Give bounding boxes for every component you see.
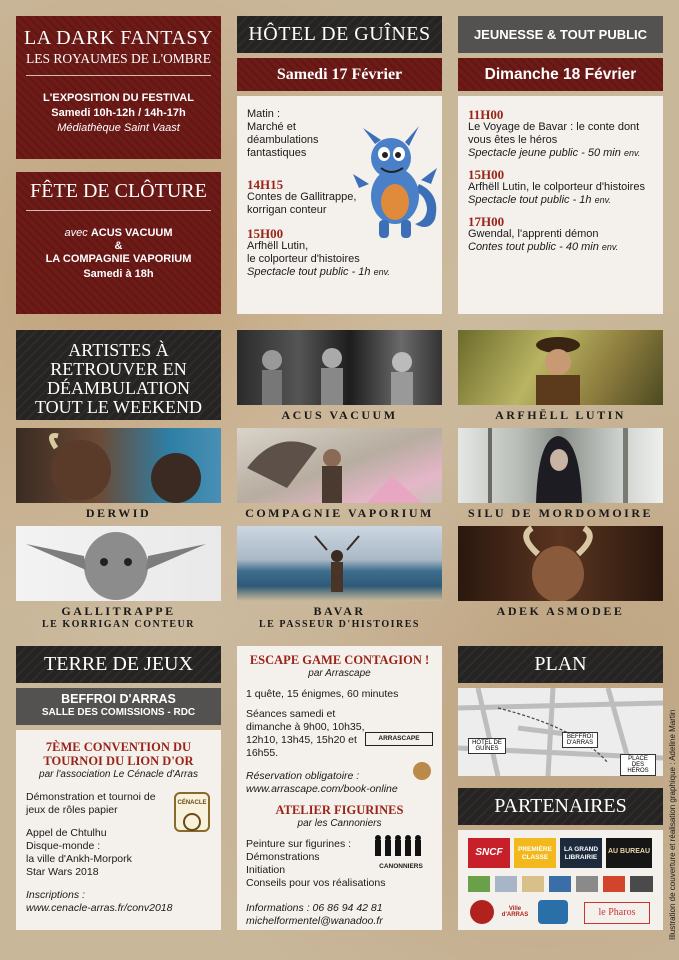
logo-sncf: SNCF bbox=[468, 838, 510, 868]
small-logo bbox=[495, 876, 517, 892]
jeunesse-desc-3: Contes tout public - 40 min bbox=[468, 241, 599, 253]
guines-event-2b: le colporteur d'histoires bbox=[247, 253, 360, 265]
dark-fantasy-title: LA DARK FANTASY bbox=[24, 27, 213, 49]
logo-ville-arras: Ville d'ARRAS bbox=[501, 906, 529, 918]
jeux-title: TERRE DE JEUX bbox=[16, 646, 221, 683]
expo-place: Médiathèque Saint Vaast bbox=[57, 122, 180, 134]
jeux-game-4: Star Wars 2018 bbox=[26, 866, 99, 878]
jeux-conv-1: 7ÈME CONVENTION DU bbox=[45, 740, 192, 754]
figurines-line-2: Démonstrations bbox=[246, 851, 320, 863]
figurines-title: ATELIER FIGURINES bbox=[275, 803, 404, 817]
jeunesse-time-2: 15H00 bbox=[468, 167, 505, 182]
photo-derwid bbox=[16, 428, 221, 503]
guines-morning-label: Matin : bbox=[247, 108, 281, 120]
guines-time-1: 14H15 bbox=[247, 177, 284, 192]
small-logo bbox=[468, 876, 490, 892]
cenacle-logo bbox=[174, 792, 210, 832]
jeunesse-env-2: env. bbox=[594, 195, 611, 205]
closing-band-2: LA COMPAGNIE VAPORIUM bbox=[45, 253, 192, 265]
jeunesse-env-3: env. bbox=[601, 242, 619, 252]
jeunesse-time-3: 17H00 bbox=[468, 214, 505, 229]
figurines-line-3: Initiation bbox=[246, 864, 286, 876]
logo-grand-librairie: LA GRAND LIBRAIRIE bbox=[560, 838, 602, 868]
closing-with: avec bbox=[64, 227, 88, 239]
guines-event-2a: Arfhëll Lutin, bbox=[247, 240, 309, 252]
small-logo bbox=[549, 876, 571, 892]
artists-heading bbox=[16, 330, 221, 420]
photo-acus-vacuum bbox=[237, 330, 442, 405]
caption-gallitrappe: GALLITRAPPE bbox=[61, 604, 176, 618]
guines-time-2: 15H00 bbox=[247, 226, 284, 241]
jeux-demo: Démonstration et tournoi de jeux de rôles papier bbox=[26, 791, 156, 816]
caption-adek-asmodee: ADEK ASMODEE bbox=[496, 604, 625, 618]
escape-resa: Réservation obligatoire : bbox=[246, 770, 360, 782]
plan-map bbox=[458, 688, 663, 776]
escape-info: Informations : 06 86 94 42 81 bbox=[246, 902, 383, 914]
caption-bavar: BAVAR bbox=[313, 604, 366, 618]
small-logo bbox=[576, 876, 598, 892]
jeux-by: par l'association Le Cénacle d'Arras bbox=[39, 769, 198, 780]
arrascape-logo-text: ARRASCAPE bbox=[378, 735, 420, 742]
guines-env: env. bbox=[373, 267, 390, 277]
logo-premiere-classe: PREMIÈRE CLASSE bbox=[514, 838, 556, 868]
jeux-game-2: Disque-monde : bbox=[26, 840, 101, 852]
jeunesse-day: Dimanche 18 Février bbox=[458, 58, 663, 91]
jeunesse-event-1: Le Voyage de Bavar : le conte dont vous êtes le héros bbox=[468, 121, 640, 146]
small-logo-row bbox=[468, 876, 653, 892]
photo-adek-asmodee bbox=[458, 526, 663, 601]
figurines-by: par les Cannoniers bbox=[297, 818, 382, 829]
guines-event-2c: Spectacle tout public - 1h bbox=[247, 266, 371, 278]
jeux-conv-2: TOURNOI DU LION D'OR bbox=[43, 754, 194, 768]
closing-panel bbox=[16, 172, 221, 314]
guines-morning-text: Marché et déambulations fantastiques bbox=[247, 121, 319, 159]
canonniers-figures-icon bbox=[371, 834, 431, 856]
photo-silu-de-mordomoire bbox=[458, 428, 663, 503]
photo-arfhell-lutin bbox=[458, 330, 663, 405]
jeunesse-event-3: Gwendal, l'apprenti démon bbox=[468, 228, 599, 240]
caption-compagnie-vaporium: COMPAGNIE VAPORIUM bbox=[245, 506, 434, 520]
map-label-guines: HÔTEL DE GUÎNES bbox=[468, 738, 506, 754]
escape-title: ESCAPE GAME CONTAGION ! bbox=[249, 653, 430, 667]
dragon-logo bbox=[470, 900, 494, 924]
escape-mail[interactable]: michelformentel@wanadoo.fr bbox=[246, 915, 383, 927]
jeunesse-env-1: env. bbox=[623, 148, 641, 158]
guines-day: Samedi 17 Février bbox=[237, 58, 442, 91]
closing-when: Samedi à 18h bbox=[83, 268, 154, 280]
logo-au-bureau: AU BUREAU bbox=[606, 838, 652, 868]
divider bbox=[26, 75, 211, 76]
photo-bavar bbox=[237, 526, 442, 601]
jeunesse-desc-2: Spectacle tout public - 1h bbox=[468, 194, 592, 206]
cenacle-logo-icon bbox=[183, 813, 201, 831]
expo-hours: Samedi 10h-12h / 14h-17h bbox=[51, 107, 186, 119]
partners-logos bbox=[458, 830, 663, 930]
small-logo bbox=[630, 876, 653, 892]
escape-url[interactable]: www.arrascape.com/book-online bbox=[246, 783, 398, 795]
small-logo bbox=[522, 876, 544, 892]
escape-seal-icon bbox=[413, 762, 431, 780]
jeux-game-1: Appel de Chtulhu bbox=[26, 827, 107, 839]
dragon-illustration bbox=[349, 124, 441, 242]
dark-fantasy-subtitle: LES ROYAUMES DE L'OMBRE bbox=[25, 51, 212, 66]
guines-schedule bbox=[237, 96, 442, 314]
guines-event-1: Contes de Gallitrappe, korrigan conteur bbox=[247, 191, 357, 216]
closing-title: FÊTE DE CLÔTURE bbox=[30, 180, 207, 202]
jeux-venue-block bbox=[16, 688, 221, 725]
map-label-beffroi: BEFFROI D'ARRAS bbox=[562, 732, 598, 748]
jeux-room: SALLE DES COMISSIONS - RDC bbox=[41, 707, 196, 718]
canonniers-logo bbox=[371, 834, 431, 868]
closing-amp: & bbox=[114, 240, 123, 252]
guines-title: HÔTEL DE GUÎNES bbox=[237, 16, 442, 53]
cenacle-logo-text: CÉNACLE bbox=[177, 800, 207, 806]
canonniers-logo-text: CANONNIERS bbox=[379, 863, 423, 870]
closing-band-1: ACUS VACUUM bbox=[90, 227, 173, 239]
caption-derwid: DERWID bbox=[85, 506, 152, 520]
jeux-details bbox=[16, 730, 221, 930]
escape-sessions: Séances samedi et dimanche à 9h00, 10h35, 12h10, 13h45, 15h20 et 16h55. bbox=[246, 708, 365, 759]
jeunesse-schedule bbox=[458, 96, 663, 314]
small-logo bbox=[603, 876, 625, 892]
photo-compagnie-vaporium bbox=[237, 428, 442, 503]
divider bbox=[26, 210, 211, 211]
arrascape-logo bbox=[365, 732, 433, 746]
escape-summary: 1 quête, 15 énigmes, 60 minutes bbox=[246, 688, 399, 700]
jeunesse-event-2: Arfhëll Lutin, le colporteur d'histoires bbox=[468, 181, 645, 193]
artists-heading-text: ARTISTES À RETROUVER EN DÉAMBULATION TOUT LE WEEKEND bbox=[35, 340, 202, 417]
jeux-game-3: la ville d'Ankh-Morpork bbox=[26, 853, 132, 865]
jeux-insc: Inscriptions : bbox=[26, 889, 85, 901]
caption-arfhell-lutin: ARFHËLL LUTIN bbox=[495, 408, 626, 422]
credit-text: Illustration de couverture et réalisation graphique : Adeline Martin bbox=[668, 709, 677, 940]
municipal-logo bbox=[538, 900, 568, 924]
jeunesse-desc-1: Spectacle jeune public - 50 min bbox=[468, 147, 621, 159]
plan-title: PLAN bbox=[458, 646, 663, 683]
escape-panel bbox=[237, 646, 442, 930]
map-label-heros: PLACE DES HÉROS bbox=[620, 754, 656, 776]
jeux-url[interactable]: www.cenacle-arras.fr/conv2018 bbox=[26, 902, 173, 914]
partners-title: PARTENAIRES bbox=[458, 788, 663, 825]
figurines-line-4: Conseils pour vos réalisations bbox=[246, 877, 386, 889]
expo-label: L'EXPOSITION DU FESTIVAL bbox=[43, 92, 194, 104]
escape-by: par Arrascape bbox=[308, 668, 371, 679]
caption-gallitrappe-sub: LE KORRIGAN CONTEUR bbox=[42, 619, 195, 630]
caption-acus-vacuum: ACUS VACUUM bbox=[281, 408, 398, 422]
jeux-venue: BEFFROI D'ARRAS bbox=[61, 692, 176, 706]
caption-bavar-sub: LE PASSEUR D'HISTOIRES bbox=[258, 619, 420, 630]
jeunesse-title: JEUNESSE & TOUT PUBLIC bbox=[458, 16, 663, 53]
logo-pharos: le Pharos bbox=[584, 902, 650, 924]
figurines-line-1: Peinture sur figurines : bbox=[246, 838, 352, 850]
jeunesse-time-1: 11H00 bbox=[468, 107, 504, 122]
photo-gallitrappe bbox=[16, 526, 221, 601]
caption-silu-de-mordomoire: SILU DE MORDOMOIRE bbox=[467, 506, 653, 520]
dark-fantasy-panel bbox=[16, 16, 221, 159]
